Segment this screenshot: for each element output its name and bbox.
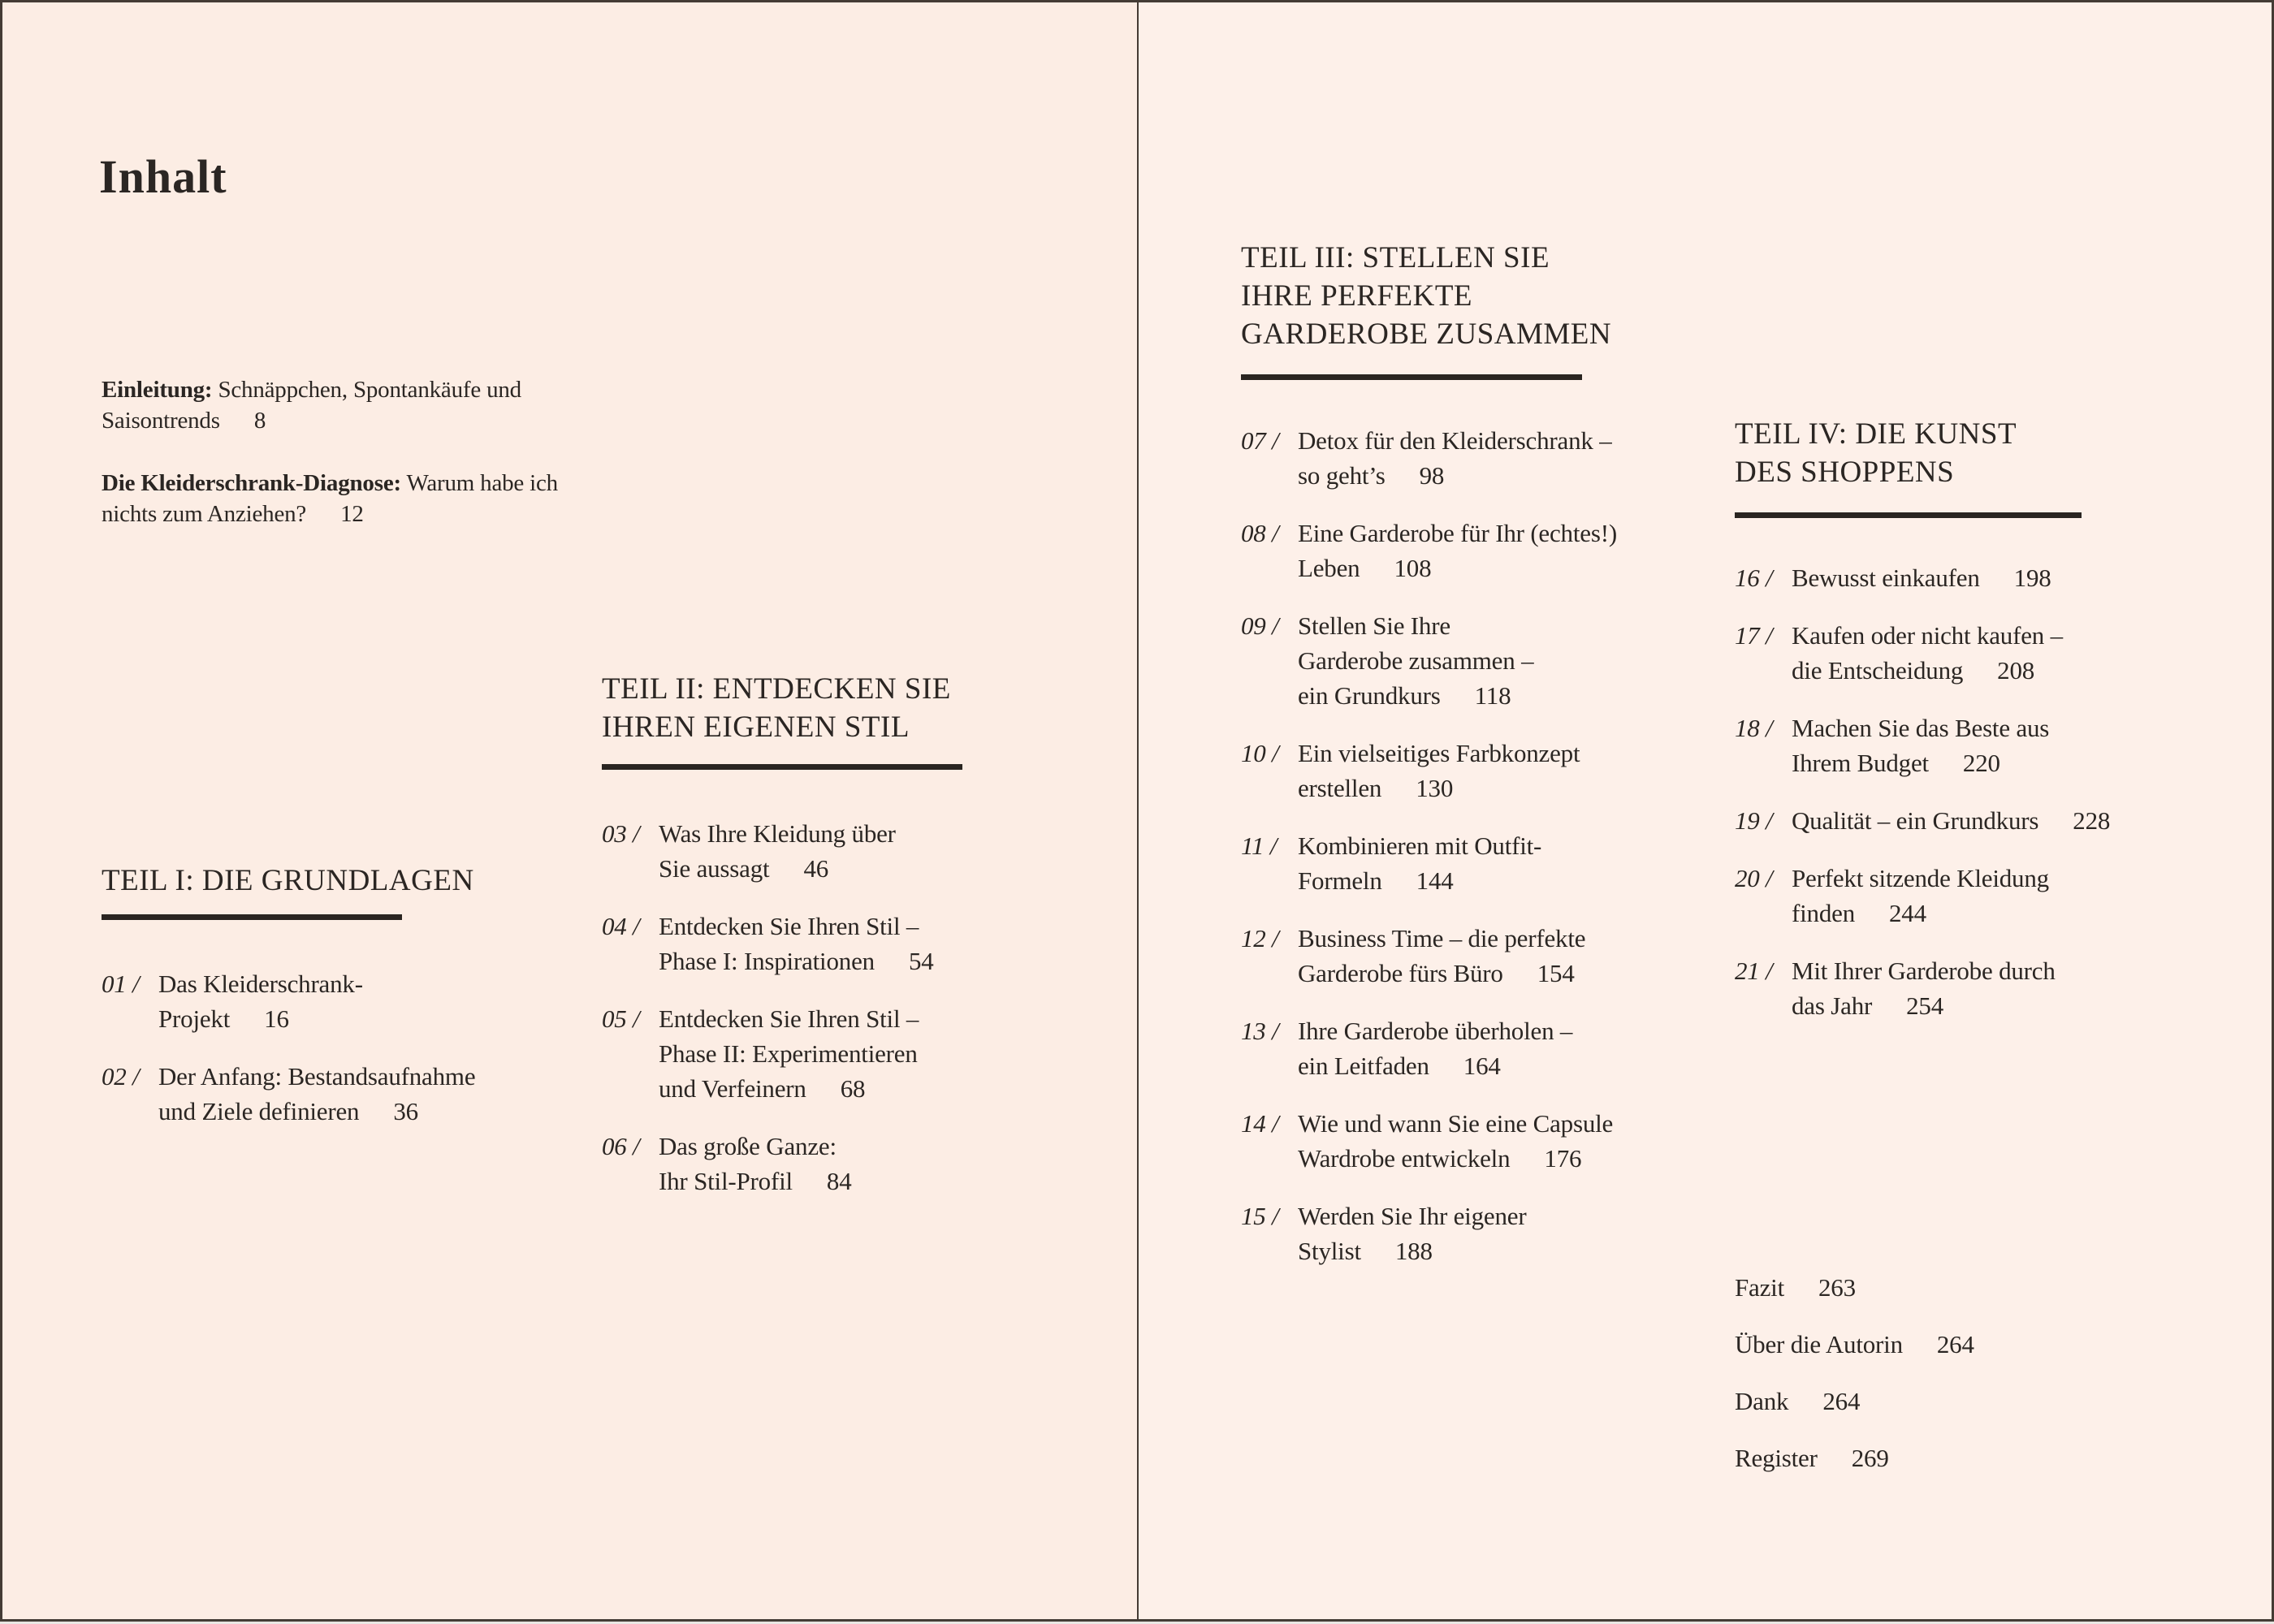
- toc-item: [1241, 921, 1704, 991]
- toc-item-text: Mit Ihrer Garderobe durch: [1792, 957, 2056, 985]
- toc-item-line: [659, 1164, 1040, 1199]
- toc-item-text: Ihrem Budget: [1792, 749, 1929, 777]
- toc-item-line: [659, 1129, 1040, 1164]
- heading-rule: [1241, 374, 1582, 380]
- toc-item-number: 04 /: [602, 912, 640, 940]
- page-number: 264: [1936, 1330, 1974, 1358]
- toc-item-line: [1298, 516, 1704, 551]
- toc-item-text: das Jahr: [1792, 991, 1873, 1020]
- endmatter-entry: [1735, 1384, 1974, 1419]
- toc-item-text: Projekt: [158, 1004, 231, 1033]
- page-number: 130: [1416, 774, 1454, 802]
- page-divider: [1137, 2, 1139, 1619]
- toc-item-content: [659, 1001, 1040, 1106]
- endmatter-entry: [1735, 1440, 1974, 1475]
- toc-item-content: [1792, 953, 2206, 1023]
- toc-item-line: [1298, 828, 1704, 863]
- toc-item-line: [1298, 1233, 1704, 1268]
- toc-item-line: [1298, 678, 1704, 713]
- toc-item-number: 05 /: [602, 1004, 640, 1033]
- toc-item-text: Wie und wann Sie eine Capsule: [1298, 1109, 1614, 1138]
- toc-item-text: Formeln: [1298, 866, 1382, 895]
- toc-item-content: [1298, 1013, 1704, 1083]
- toc-item-line: [1792, 953, 2206, 988]
- toc-item: [1735, 953, 2206, 1023]
- toc-item-line: [158, 1001, 540, 1036]
- toc-item-text: die Entscheidung: [1792, 656, 1964, 685]
- toc-item-line: [659, 816, 1040, 851]
- toc-item-text: Ihre Garderobe überholen –: [1298, 1017, 1573, 1045]
- toc-item: [602, 816, 1040, 886]
- toc-item-content: [158, 1059, 540, 1129]
- toc-item-text: Kaufen oder nicht kaufen –: [1792, 621, 2063, 650]
- section-heading-line: TEIL IV: DIE KUNST: [1735, 417, 2017, 451]
- page-number: 154: [1537, 959, 1575, 987]
- toc-item-content: [158, 966, 540, 1036]
- intro-entry: [102, 468, 558, 529]
- toc-item-number: 11 /: [1241, 831, 1278, 860]
- toc-item: [1735, 618, 2206, 688]
- toc-item: [102, 1059, 540, 1129]
- toc-item-text: Entdecken Sie Ihren Stil –: [659, 1004, 919, 1033]
- toc-item-line: [659, 1036, 1040, 1071]
- toc-item-number: 20 /: [1735, 864, 1773, 892]
- toc-item-text: ein Leitfaden: [1298, 1052, 1429, 1080]
- page-number: 118: [1474, 681, 1511, 710]
- toc-item-text: Kombinieren mit Outfit-: [1298, 831, 1542, 860]
- toc-item-number: 03 /: [602, 819, 640, 848]
- toc-item: [1241, 1106, 1704, 1176]
- page-number: 108: [1394, 554, 1432, 582]
- section-heading-line: TEIL II: ENTDECKEN SIE: [602, 672, 951, 706]
- intro-entry-text: Saisontrends: [102, 408, 220, 434]
- toc-item-text: Bewusst einkaufen: [1792, 564, 1980, 592]
- section-heading: [602, 670, 1040, 746]
- toc-item: [1241, 608, 1704, 713]
- toc-items: [102, 966, 540, 1129]
- toc-items: [602, 816, 1040, 1199]
- endmatter-label: Fazit: [1735, 1273, 1784, 1302]
- toc-item-line: [1792, 710, 2206, 745]
- toc-item-text: Qualität – ein Grundkurs: [1792, 806, 2039, 835]
- toc-item-content: [1298, 423, 1704, 493]
- page-number: 68: [840, 1074, 866, 1103]
- toc-item-content: [1792, 861, 2206, 931]
- page-number: 254: [1906, 991, 1944, 1020]
- section-heading: [1241, 239, 1704, 353]
- section-teil-4: [1735, 415, 2206, 1046]
- toc-item-line: [1298, 1013, 1704, 1048]
- toc-item-line: [158, 966, 540, 1001]
- toc-item-text: Stylist: [1298, 1237, 1361, 1265]
- toc-item-content: [1792, 710, 2206, 780]
- toc-item-line: [659, 944, 1040, 978]
- toc-item-line: [1792, 861, 2206, 896]
- endmatter: [1735, 1270, 1974, 1497]
- toc-item-text: Ein vielseitiges Farbkonzept: [1298, 739, 1580, 767]
- toc-item-number: 17 /: [1735, 621, 1773, 650]
- section-heading: [102, 862, 540, 900]
- page-number: 244: [1889, 899, 1926, 927]
- toc-item-content: [659, 816, 1040, 886]
- toc-item-content: [1298, 736, 1704, 806]
- toc-item-line: [1298, 423, 1704, 458]
- page-number: 188: [1394, 1237, 1433, 1265]
- toc-item: [1241, 516, 1704, 585]
- toc-item-text: Der Anfang: Bestandsaufnahme: [158, 1062, 476, 1091]
- toc-item: [1735, 710, 2206, 780]
- page-number: 264: [1822, 1387, 1861, 1415]
- toc-item-text: erstellen: [1298, 774, 1382, 802]
- toc-item-text: Sie aussagt: [659, 854, 770, 883]
- toc-item-content: [1792, 618, 2206, 688]
- toc-item-number: 19 /: [1735, 806, 1773, 835]
- page-number: 46: [803, 854, 829, 883]
- heading-rule: [102, 914, 402, 920]
- toc-item-line: [1298, 458, 1704, 493]
- toc-item-text: Eine Garderobe für Ihr (echtes!): [1298, 519, 1617, 547]
- toc-item-line: [1792, 560, 2206, 595]
- toc-item-text: Machen Sie das Beste aus: [1792, 714, 2050, 742]
- toc-item-text: und Verfeinern: [659, 1074, 806, 1103]
- toc-item-line: [158, 1059, 540, 1094]
- toc-item-line: [659, 851, 1040, 886]
- toc-item: [602, 1129, 1040, 1199]
- endmatter-entry: [1735, 1270, 1974, 1305]
- page-number: 164: [1463, 1052, 1501, 1080]
- page-number: 220: [1962, 749, 2000, 777]
- intro-entry-label: Die Kleiderschrank-Diagnose:: [102, 470, 401, 496]
- page-number: 263: [1818, 1273, 1856, 1302]
- section-heading: [1735, 415, 2206, 491]
- toc-item-line: [1792, 896, 2206, 931]
- toc-item-text: Garderobe fürs Büro: [1298, 959, 1503, 987]
- toc-item-line: [1298, 551, 1704, 585]
- intro-entry-line-2: [102, 499, 558, 529]
- toc-item: [1241, 736, 1704, 806]
- toc-item-number: 01 /: [102, 970, 140, 998]
- toc-item-number: 16 /: [1735, 564, 1773, 592]
- endmatter-label: Dank: [1735, 1387, 1789, 1415]
- toc-item-line: [1298, 1048, 1704, 1083]
- toc-item-line: [1298, 1141, 1704, 1176]
- section-heading-line: TEIL III: STELLEN SIE: [1241, 241, 1550, 274]
- toc-item-text: und Ziele definieren: [158, 1097, 360, 1125]
- toc-item-text: Leben: [1298, 554, 1360, 582]
- toc-item-text: Business Time – die perfekte: [1298, 924, 1586, 952]
- intro-entries: [102, 374, 558, 561]
- toc-item: [1241, 1013, 1704, 1083]
- page-number: 269: [1851, 1444, 1889, 1472]
- intro-entry-text: Schnäppchen, Spontankäufe und: [212, 377, 521, 403]
- toc-item-line: [1298, 921, 1704, 956]
- toc-item-content: [1298, 1199, 1704, 1268]
- toc-item-number: 15 /: [1241, 1202, 1279, 1230]
- toc-item-text: Werden Sie Ihr eigener: [1298, 1202, 1527, 1230]
- page-number: 144: [1416, 866, 1454, 895]
- toc-item-content: [1792, 560, 2206, 595]
- toc-item-text: Das Kleiderschrank-: [158, 970, 363, 998]
- page-number: 8: [253, 408, 266, 434]
- section-teil-2: [602, 670, 1040, 1221]
- toc-item-content: [659, 909, 1040, 978]
- page-number: 198: [2013, 564, 2051, 592]
- toc-item-number: 09 /: [1241, 611, 1279, 640]
- toc-item-line: [1298, 736, 1704, 771]
- toc-item: [1241, 1199, 1704, 1268]
- toc-item-content: [1298, 828, 1704, 898]
- toc-item-content: [1792, 803, 2206, 838]
- page-number: 16: [264, 1004, 289, 1033]
- toc-item-line: [1298, 956, 1704, 991]
- endmatter-label: Über die Autorin: [1735, 1330, 1903, 1358]
- toc-item-text: so geht’s: [1298, 461, 1386, 490]
- endmatter-label: Register: [1735, 1444, 1818, 1472]
- section-heading-line: DES SHOPPENS: [1735, 456, 1955, 489]
- toc-item-text: finden: [1792, 899, 1855, 927]
- section-teil-1: [102, 862, 540, 1151]
- toc-item: [1735, 803, 2206, 838]
- toc-item-line: [1792, 618, 2206, 653]
- toc-item-number: 12 /: [1241, 924, 1279, 952]
- toc-item-content: [1298, 921, 1704, 991]
- section-heading-line: TEIL I: DIE GRUNDLAGEN: [102, 864, 474, 897]
- toc-item-number: 07 /: [1241, 426, 1279, 455]
- toc-item-line: [1792, 803, 2206, 838]
- page-title: Inhalt: [99, 150, 227, 203]
- section-heading-line: IHRE PERFEKTE: [1241, 279, 1473, 313]
- section-heading-line: IHREN EIGENEN STIL: [602, 710, 910, 744]
- toc-item-text: Perfekt sitzende Kleidung: [1792, 864, 2049, 892]
- page-number: 228: [2073, 806, 2111, 835]
- toc-item-text: Wardrobe entwickeln: [1298, 1144, 1511, 1173]
- toc-item-line: [1298, 608, 1704, 643]
- toc-item-text: Was Ihre Kleidung über: [659, 819, 896, 848]
- toc-item: [602, 909, 1040, 978]
- intro-entry-line-1: [102, 374, 558, 405]
- section-teil-3: [1241, 239, 1704, 1291]
- section-heading-line: GARDEROBE ZUSAMMEN: [1241, 317, 1612, 351]
- toc-item-line: [1298, 643, 1704, 678]
- page-number: 54: [908, 947, 934, 975]
- toc-item-line: [1298, 1199, 1704, 1233]
- page-number: 84: [826, 1167, 852, 1195]
- toc-items: [1241, 423, 1704, 1268]
- toc-item-line: [659, 1071, 1040, 1106]
- page-number: 12: [340, 501, 364, 527]
- toc-item-text: Das große Ganze:: [659, 1132, 837, 1160]
- toc-item-number: 10 /: [1241, 739, 1279, 767]
- toc-item-line: [1298, 1106, 1704, 1141]
- toc-item-text: Phase I: Inspirationen: [659, 947, 875, 975]
- toc-item: [1735, 560, 2206, 595]
- toc-item-content: [659, 1129, 1040, 1199]
- page-number: 208: [1997, 656, 2035, 685]
- toc-item: [1241, 828, 1704, 898]
- intro-entry: [102, 374, 558, 436]
- toc-item-line: [1298, 771, 1704, 806]
- toc-item-line: [1792, 653, 2206, 688]
- toc-item-line: [1792, 988, 2206, 1023]
- toc-item-text: Garderobe zusammen –: [1298, 646, 1534, 675]
- toc-item-text: ein Grundkurs: [1298, 681, 1441, 710]
- toc-item-line: [659, 909, 1040, 944]
- intro-entry-text: Warum habe ich: [400, 470, 558, 496]
- toc-item-number: 08 /: [1241, 519, 1279, 547]
- toc-item: [602, 1001, 1040, 1106]
- toc-item-number: 06 /: [602, 1132, 640, 1160]
- toc-item: [102, 966, 540, 1036]
- page-number: 98: [1419, 461, 1445, 490]
- toc-item-number: 02 /: [102, 1062, 140, 1091]
- intro-entry-line-2: [102, 405, 558, 436]
- toc-item-number: 21 /: [1735, 957, 1773, 985]
- toc-item-number: 13 /: [1241, 1017, 1279, 1045]
- intro-entry-label: Einleitung:: [102, 377, 213, 403]
- toc-item-text: Entdecken Sie Ihren Stil –: [659, 912, 919, 940]
- page-number: 176: [1544, 1144, 1582, 1173]
- toc-item-text: Ihr Stil-Profil: [659, 1167, 793, 1195]
- toc-item-number: 18 /: [1735, 714, 1773, 742]
- heading-rule: [602, 764, 962, 770]
- toc-item-text: Stellen Sie Ihre: [1298, 611, 1450, 640]
- toc-item-content: [1298, 1106, 1704, 1176]
- toc-item-line: [1792, 745, 2206, 780]
- toc-items: [1735, 560, 2206, 1023]
- heading-rule: [1735, 512, 2082, 518]
- toc-item-content: [1298, 516, 1704, 585]
- toc-item-text: Detox für den Kleiderschrank –: [1298, 426, 1612, 455]
- toc-item-number: 14 /: [1241, 1109, 1279, 1138]
- toc-item-line: [659, 1001, 1040, 1036]
- toc-item-line: [1298, 863, 1704, 898]
- toc-item-line: [158, 1094, 540, 1129]
- toc-item: [1241, 423, 1704, 493]
- toc-item-text: Phase II: Experimentieren: [659, 1039, 918, 1068]
- intro-entry-line-1: [102, 468, 558, 499]
- endmatter-entry: [1735, 1327, 1974, 1362]
- page-number: 36: [393, 1097, 418, 1125]
- toc-item: [1735, 861, 2206, 931]
- intro-entry-text: nichts zum Anziehen?: [102, 501, 307, 527]
- toc-item-content: [1298, 608, 1704, 713]
